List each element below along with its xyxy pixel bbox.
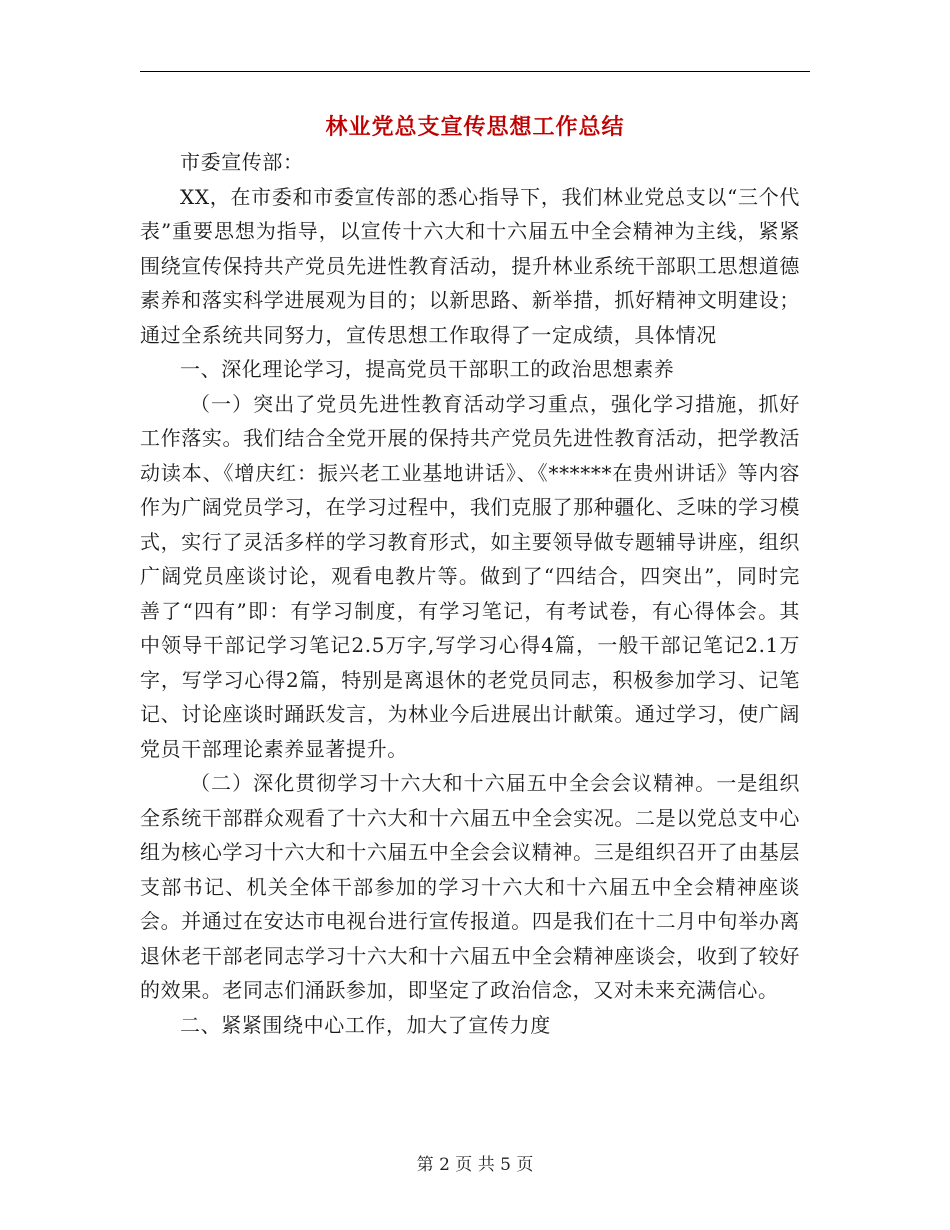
header-rule (140, 71, 810, 72)
section-heading-1: 一、深化理论学习，提高党员干部职工的政治思想素养 (180, 357, 675, 381)
intro-paragraph: XX，在市委和市委宣传部的悉心指导下，我们林业党总支以“三个代表”重要思想为指导，以宣传十六大和十六届五中全会精神为主线，紧紧围绕宣传保持共产党员先进性教育活动，提升林业系统干部职工思想道德素养和落实科学进展观为目的；以新思路、新举措，抓好精神文明建设；通过全系统共同努力，宣传思想工作取得了一定成绩，具体情况 (140, 184, 800, 347)
document-body (140, 145, 800, 1042)
subsection-paragraph-2: （二）深化贯彻学习十六大和十六届五中全会会议精神。一是组织全系统干部群众观看了十六大和十六届五中全会实况。二是以党总支中心组为核心学习十六大和十六届五中全会会议精神。三是组织召开了由基层支部书记、机关全体干部参加的学习十六大和十六届五中全会精神座谈会。并通过在安达市电视台进行宣传报道。四是我们在十二月中旬举办离退休老干部老同志学习十六大和十六届五中全会精神座谈会，收到了较好的效果。老同志们涌跃参加，即坚定了政治信念，又对未来充满信心。 (140, 771, 800, 1002)
document-title: 林业党总支宣传思想工作总结 (325, 114, 625, 140)
page-number: 第 2 页 共 5 页 (416, 1155, 534, 1175)
salutation-paragraph: 市委宣传部： (180, 150, 304, 174)
section-heading-2: 二、紧紧围绕中心工作，加大了宣传力度 (180, 1012, 551, 1037)
subsection-paragraph-1: （一）突出了党员先进性教育活动学习重点，强化学习措施，抓好工作落实。我们结合全党开展的保持共产党员先进性教育活动，把学教活动读本、《增庆红：振兴老工业基地讲话》、《******在贵州讲话》等内容作为广阔党员学习，在学习过程中，我们克服了那种疆化、乏味的学习模式，实行了灵活多样的学习教育形式，如主要领导做专题辅导讲座，组织广阔党员座谈讨论，观看电教片等。做到了“四结合，四突出”，同时完善了“四有”即：有学习制度，有学习笔记，有考试卷，有心得体会。其中领导干部记学习笔记2.5万字,写学习心得4篇，一般干部记笔记2.1万字，写学习心得2篇，特别是离退休的老党员同志，积极参加学习、记笔记、讨论座谈时踊跃发言，为林业今后进展出计献策。通过学习，使广阔党员干部理论素养显著提升。 (140, 391, 800, 761)
